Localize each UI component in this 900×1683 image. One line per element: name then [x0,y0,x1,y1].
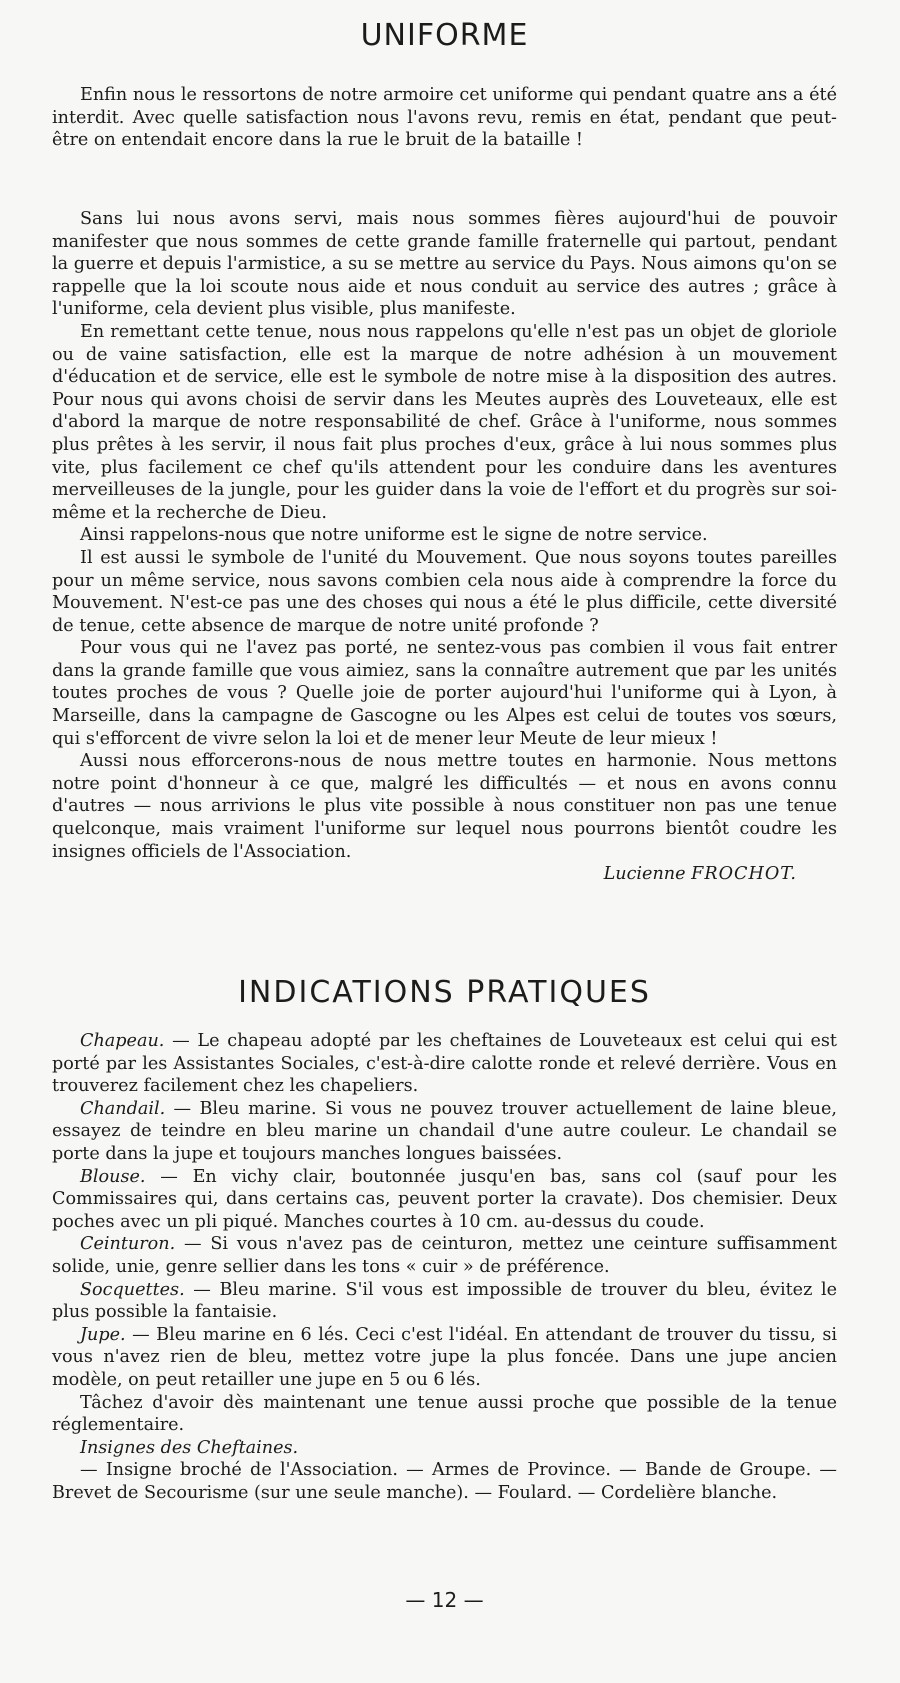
author-first-name: Lucienne [603,864,686,885]
indication-item [52,1166,837,1234]
paragraph: En remettant cette tenue, nous nous rappelons qu'elle n'est pas un objet de gloriole ou de vaine satisfaction, elle est la marque de notre adhésion à un mouvement d'éducation et de service, elle est le symbole de notre mise à la disposition des autres. Pour nous qui avons choisi de servir dans les Meutes auprès des Louveteaux, elle est d'abord la marque de notre responsabilité de chef. Grâce à l'uniforme, nous sommes plus prêtes à les servir, il nous fait plus proches d'eux, grâce à lui nous sommes plus vite, plus facilement ce chef qu'ils attendent pour les conduire dans les aventures merveilleuses de la jungle, pour les guider dans la voie de l'effort et du progrès sur soi-même et la recherche de Dieu. [52,321,837,523]
uniforme-body [52,208,837,886]
paragraph: Il est aussi le symbole de l'unité du Mouvement. Que nous soyons toutes pareilles pour un même service, nous savons combien cela nous aide à comprendre la force du Mouvement. N'est-ce pas une des choses qui nous a été le plus difficile, cette diversité de tenue, cette absence de marque de notre unité profonde ? [52,547,837,636]
insignes-heading: Insignes des Cheftaines. [80,1437,299,1458]
paragraph: Sans lui nous avons servi, mais nous sommes fières aujourd'hui de pouvoir manifester que nous sommes de cette grande famille fraternelle qui partout, pendant la guerre et depuis l'armistice, a su se mettre au service du Pays. Nous aimons qu'on se rappelle que la loi scoute nous aide et nous conduit au service des autres ; grâce à l'uniforme, cela devient plus visible, plus manifeste. [52,209,837,320]
indication-item [52,1279,837,1324]
item-text: — Si vous n'avez pas de ceinturon, mettez une ceinture suffisamment solide, unie, genre sellier dans les tons « cuir » de préférence. [52,1234,837,1277]
indication-item [52,1324,837,1392]
author-signature [52,863,837,886]
item-text: — Bleu marine. Si vous ne pouvez trouver actuellement de laine bleue, essayez de teindre en bleu marine un chandail d'une autre couleur. Le chandail se porte dans la jupe et toujours manches longues baissées. [52,1098,837,1164]
item-text: — En vichy clair, boutonnée jusqu'en bas, sans col (sauf pour les Commissaires qui, dans certains cas, peuvent porter la cravate). Dos chemisier. Deux poches avec un pli piqué. Manches courtes à 10 cm. au-dessus du coude. [52,1166,837,1232]
item-text: — Bleu marine. S'il vous est impossible de trouver du bleu, évitez le plus possible la fantaisie. [52,1279,837,1323]
section-title-indications: INDICATIONS PRATIQUES [238,975,651,1010]
paragraph: Pour vous qui ne l'avez pas porté, ne sentez-vous pas combien il vous fait entrer dans la grande famille que vous aimiez, sans la connaître autrement que par les unités toutes proches de vous ? Quelle joie de porter aujourd'hui l'uniforme qui à Lyon, à Marseille, dans la campagne de Gascogne ou les Alpes est celui de toutes vos sœurs, qui s'efforcent de vivre selon la loi et de mener leur Meute de leur mieux ! [52,638,837,749]
indication-item [52,1098,837,1166]
paragraph: Ainsi rappelons-nous que notre uniforme est le signe de notre service. [80,525,708,546]
author-last-name: FROCHOT. [691,864,797,885]
insignes-list: — Insigne broché de l'Association. — Armes de Province. — Bande de Groupe. — Brevet de Secourisme (sur une seule manche). — Foulard. — Cordelière blanche. [52,1460,837,1503]
item-term: Socquettes. [80,1279,185,1300]
indication-item [52,1233,837,1278]
item-text: — Le chapeau adopté par les cheftaines de Louveteaux est celui qui est porté par les Assistantes Sociales, c'est-à-dire calotte ronde et relevé derrière. Vous en trouverez facilement chez les chapeliers. [52,1031,837,1097]
item-term: Chandail. [80,1098,166,1119]
item-term: Blouse. [80,1166,146,1187]
paragraph: Aussi nous efforcerons-nous de nous mettre toutes en harmonie. Nous mettons notre point d'honneur à ce que, malgré les difficultés — et nous en avons connu d'autres — nous arrivions le plus vite possible à nous constituer non pas une tenue quelconque, mais vraiment l'uniforme sur lequel nous pourrons bientôt coudre les insignes officiels de l'Association. [52,751,837,862]
item-text: — Bleu marine en 6 lés. Ceci c'est l'idéal. En attendant de trouver du tissu, si vous n'avez rien de bleu, mettez votre jupe la plus foncée. Dans une jupe ancien modèle, on peut retailler une jupe en 5 ou 6 lés. [52,1324,837,1390]
section-title-uniforme: UNIFORME [360,18,529,53]
indication-item [52,1030,837,1098]
paragraph: Tâchez d'avoir dès maintenant une tenue aussi proche que possible de la tenue réglementaire. [52,1392,837,1436]
indications-body [52,1030,837,1504]
paragraph: Enfin nous le ressortons de notre armoire cet uniforme qui pendant quatre ans a été interdit. Avec quelle satisfaction nous l'avons revu, remis en état, pendant que peut-être on entendait encore dans la rue le bruit de la bataille ! [52,85,837,151]
item-term: Chapeau. [80,1031,165,1051]
item-term: Ceinturon. [80,1234,176,1255]
page-number: — 12 — [405,1588,484,1612]
item-term: Jupe. [80,1324,126,1345]
uniforme-intro [52,84,837,152]
